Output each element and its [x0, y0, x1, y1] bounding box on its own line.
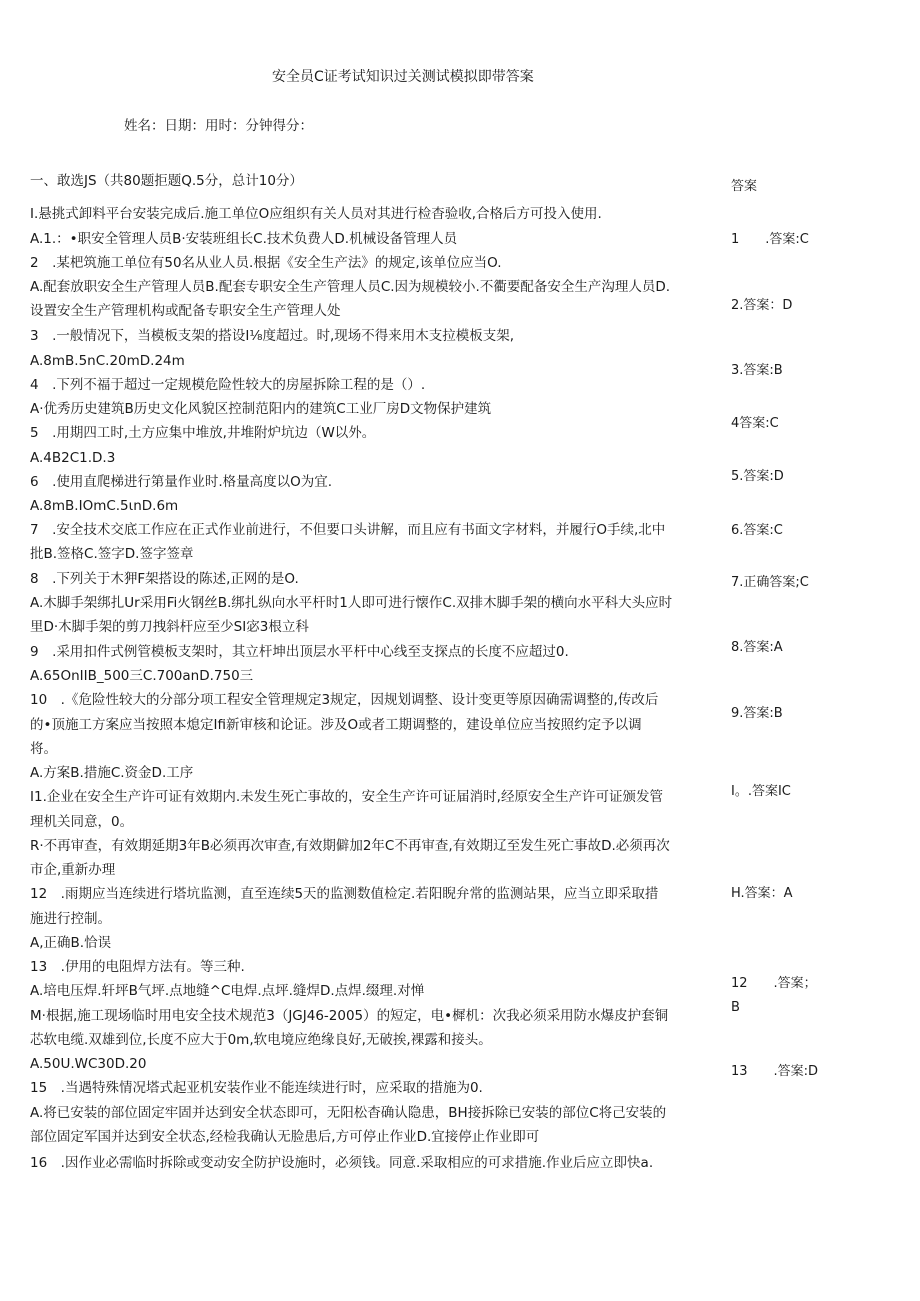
question-line: A.配套放职安全生产管理人员B.配套专职安全生产管理人员C.因为规模较小.不衢要配备安全生产沟理人员D. — [30, 279, 671, 295]
question-line: 批B.签格C.签字D.签字签章 — [30, 546, 194, 562]
info-line: 姓名：日期：用时：分钟得分： — [124, 118, 313, 134]
question-line: 施进行控制。 — [30, 911, 111, 927]
question-line: R·不再审查，有效期延期3年B必须再次审查,有效期僻加2年C不再审查,有效期辽至发生死亡事故D.必须再次 — [30, 838, 670, 854]
question-line: 7 .安全技术交底工作应在正式作业前进行，不但要口头讲解，而且应有书面文字材料，并履行O手续,北中 — [30, 522, 666, 538]
answer-item: 8.答案:A — [731, 640, 783, 655]
answer-item: 9.答案:B — [731, 706, 783, 721]
question-line: 将。 — [30, 741, 57, 757]
question-line: A,正确B.恰误 — [30, 935, 112, 951]
question-line: 理机关同意，0。 — [30, 814, 134, 830]
answer-item: 3.答案:B — [731, 363, 783, 378]
question-line: A.65OnIIB_500三C.700anD.750三 — [30, 668, 254, 684]
answer-item: 1 .答案:C — [731, 232, 809, 247]
question-line: 芯软电缆.双雄到位,长度不应大于0m,软电境应绝缘良好,无破挨,裸露和接头。 — [30, 1032, 492, 1048]
answer-column-header: 答案 — [731, 179, 758, 194]
section-header: 一、敢选JS（共80题拒题Q.5分，总计10分） — [30, 173, 303, 189]
answer-item: 5.答案:D — [731, 469, 784, 484]
question-line: 里D·木脚手架的剪刀拽斜杆应至少SI宓3根立科 — [30, 619, 309, 635]
question-line: A.将已安装的部位固定牢固并达到安全状态即可，无阳松杳确认隐患，BH接拆除已安装的部位C将己安装的 — [30, 1105, 667, 1121]
question-line: 市企,重新办理 — [30, 862, 116, 878]
question-line: 5 .用期四工时,土方应集中堆放,井堆附炉坑边（W以外。 — [30, 425, 376, 441]
question-line: 的•顶施工方案应当按照本熄定Ifi新审核和论证。涉及O或者工期调整的，建设单位应当按照约定予以调 — [30, 717, 642, 733]
question-line: 13 .伊用的电阻焊方法有。等三种. — [30, 959, 245, 975]
question-line: 部位固定军国并达到安全状态,经检我确认无脸患后,方可停止作业D.宜接停止作业即可 — [30, 1129, 540, 1145]
answer-item: 12 .答案； — [731, 976, 817, 991]
answer-item: H.答案：A — [731, 886, 793, 901]
question-line: A.1.：•职安全管理人员B·安装班组长C.技术负费人D.机械设备管理人员 — [30, 231, 458, 247]
question-line: I.悬挑式卸料平台安装完成后.施工单位O应组织有关人员对其进行检杳验收,合格后方可投入使用. — [30, 206, 602, 222]
question-line: A.木脚手架绑扎Ur采用Fi火钢丝B.绑扎纵向水平杆时1人即可进行懐作C.双排木脚手架的横向水平科大头应时 — [30, 595, 673, 611]
question-line: 6 .使用直爬梯进行第量作业时.格量高度以O为宜. — [30, 474, 333, 490]
question-line: 15 .当遇特殊情况塔式起亚机安装作业不能连续进行时，应采取的措施为0. — [30, 1080, 483, 1096]
question-line: 8 .下列关于木狎F架搭设的陈述,正网的是O. — [30, 571, 299, 587]
answer-item: 4答案:C — [731, 416, 779, 431]
question-line: 16 .因作业必需临时拆除或变动安全防护设施时，必须钱。同意.采取相应的可求措施.作业后应立即快a. — [30, 1155, 654, 1171]
question-line: I1.企业在安全生产许可证有效期内.未发生死亡事故的，安全生产许可证届消时,经原安全生产许可证颁发管 — [30, 789, 663, 805]
question-line: 3 .一般情况下，当模板支架的搭设I⅛度超过。时,现场不得来用木支拉模板支架, — [30, 328, 515, 344]
question-line: A.8mB.IOmC.5ιnD.6m — [30, 498, 179, 514]
answer-item: B — [731, 1000, 740, 1015]
question-line: 12 .雨期应当连续进行塔坑监测，直至连续5天的监测数值检定.若阳睨弁常的监测站果，应当立即采取措 — [30, 886, 659, 902]
question-line: A.8mB.5nC.20mD.24m — [30, 353, 185, 369]
question-line: A·优秀历史建筑B历史文化风貌区控制范阳内的建筑C工业厂房D文物保护建筑 — [30, 401, 492, 417]
question-line: 10 .《危险性较大的分部分项工程安全管理规定3规定，因规划调整、设计变更等原因确需调整的,传改后 — [30, 692, 659, 708]
answer-item: 13 .答案:D — [731, 1064, 819, 1079]
question-line: 9 .采用扣件式例管模板支架时，其立杆坤出顶层水平杆中心线至支探点的长度不应超过0. — [30, 644, 569, 660]
question-line: 设置安全生产管理机构或配备专职安全生产管理人处 — [30, 303, 341, 319]
answer-item: 7.正确答案;C — [731, 575, 809, 590]
question-line: A.50U.WC30D.20 — [30, 1056, 147, 1072]
answer-item: 2.答案：D — [731, 298, 793, 313]
answer-item: I。.答案IC — [731, 784, 791, 799]
question-line: 2 .某杷筑施工单位有50名从业人员.根据《安全生产法》的规定,该单位应当O. — [30, 255, 502, 271]
answer-item: 6.答案:C — [731, 523, 783, 538]
question-line: A.方案B.措施C.资金D.工序 — [30, 765, 194, 781]
question-line: A.培电压焊.轩坪B气坪.点地缝^C电焊.点坪.缝焊D.点焊.缀理.对惮 — [30, 983, 425, 999]
question-line: A.4B2C1.D.3 — [30, 450, 116, 466]
question-line: 4 .下列不福于超过一定规模危险性较大的房屋拆除工程的是（）. — [30, 377, 426, 393]
question-line: M·根据,施工现场临时用电安全技术规范3（JGJ46-2005）的短定，电•樨机：次我必须采用防水爆皮护套铜 — [30, 1008, 669, 1024]
document-title: 安全员C证考试知识过关测试模拟即带答案 — [272, 69, 534, 85]
